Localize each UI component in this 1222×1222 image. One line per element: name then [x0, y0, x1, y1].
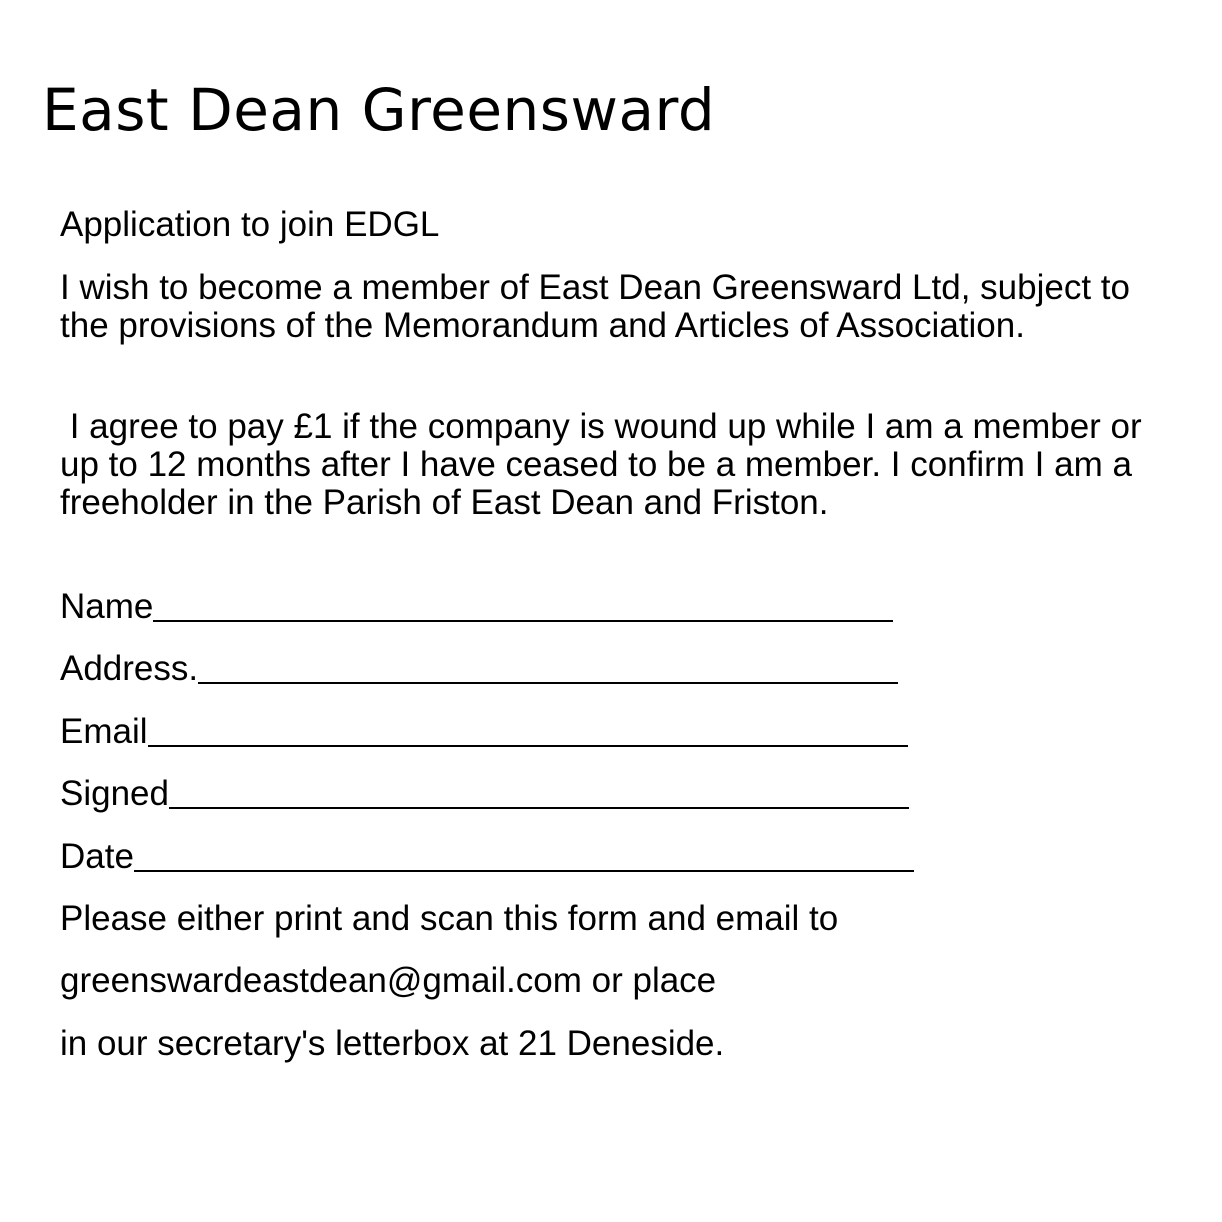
signed-label: Signed	[60, 774, 169, 813]
signature-field[interactable]	[60, 773, 909, 813]
address-blank-line[interactable]	[198, 652, 898, 684]
instructions-line-3: in our secretary's letterbox at 21 Deneside.	[60, 1024, 725, 1063]
email-blank-line[interactable]	[148, 715, 908, 747]
date-label: Date	[60, 837, 134, 876]
date-field[interactable]	[60, 836, 914, 876]
address-field[interactable]	[60, 648, 898, 688]
email-field[interactable]	[60, 711, 908, 751]
name-field[interactable]	[60, 586, 893, 626]
name-label: Name	[60, 587, 154, 626]
membership-statement: I wish to become a member of East Dean Greensward Ltd, subject to the provisions of the Memorandum and Articles of Association.	[60, 268, 1130, 345]
address-label: Address.	[60, 649, 199, 688]
liability-statement: I agree to pay £1 if the company is wound up while I am a member or up to 12 months after I have ceased to be a member. I confirm I am a freeholder in the Parish of East Dean and Friston.	[60, 407, 1152, 522]
name-blank-line[interactable]	[153, 590, 893, 622]
instructions-line-1: Please either print and scan this form and email to	[60, 899, 839, 938]
page-title: East Dean Greensward	[42, 76, 716, 144]
email-label: Email	[60, 712, 148, 751]
form-heading: Application to join EDGL	[60, 205, 440, 244]
signature-blank-line[interactable]	[169, 777, 909, 809]
instructions-line-2: greenswardeastdean@gmail.com or place	[60, 961, 717, 1000]
date-blank-line[interactable]	[134, 840, 914, 872]
